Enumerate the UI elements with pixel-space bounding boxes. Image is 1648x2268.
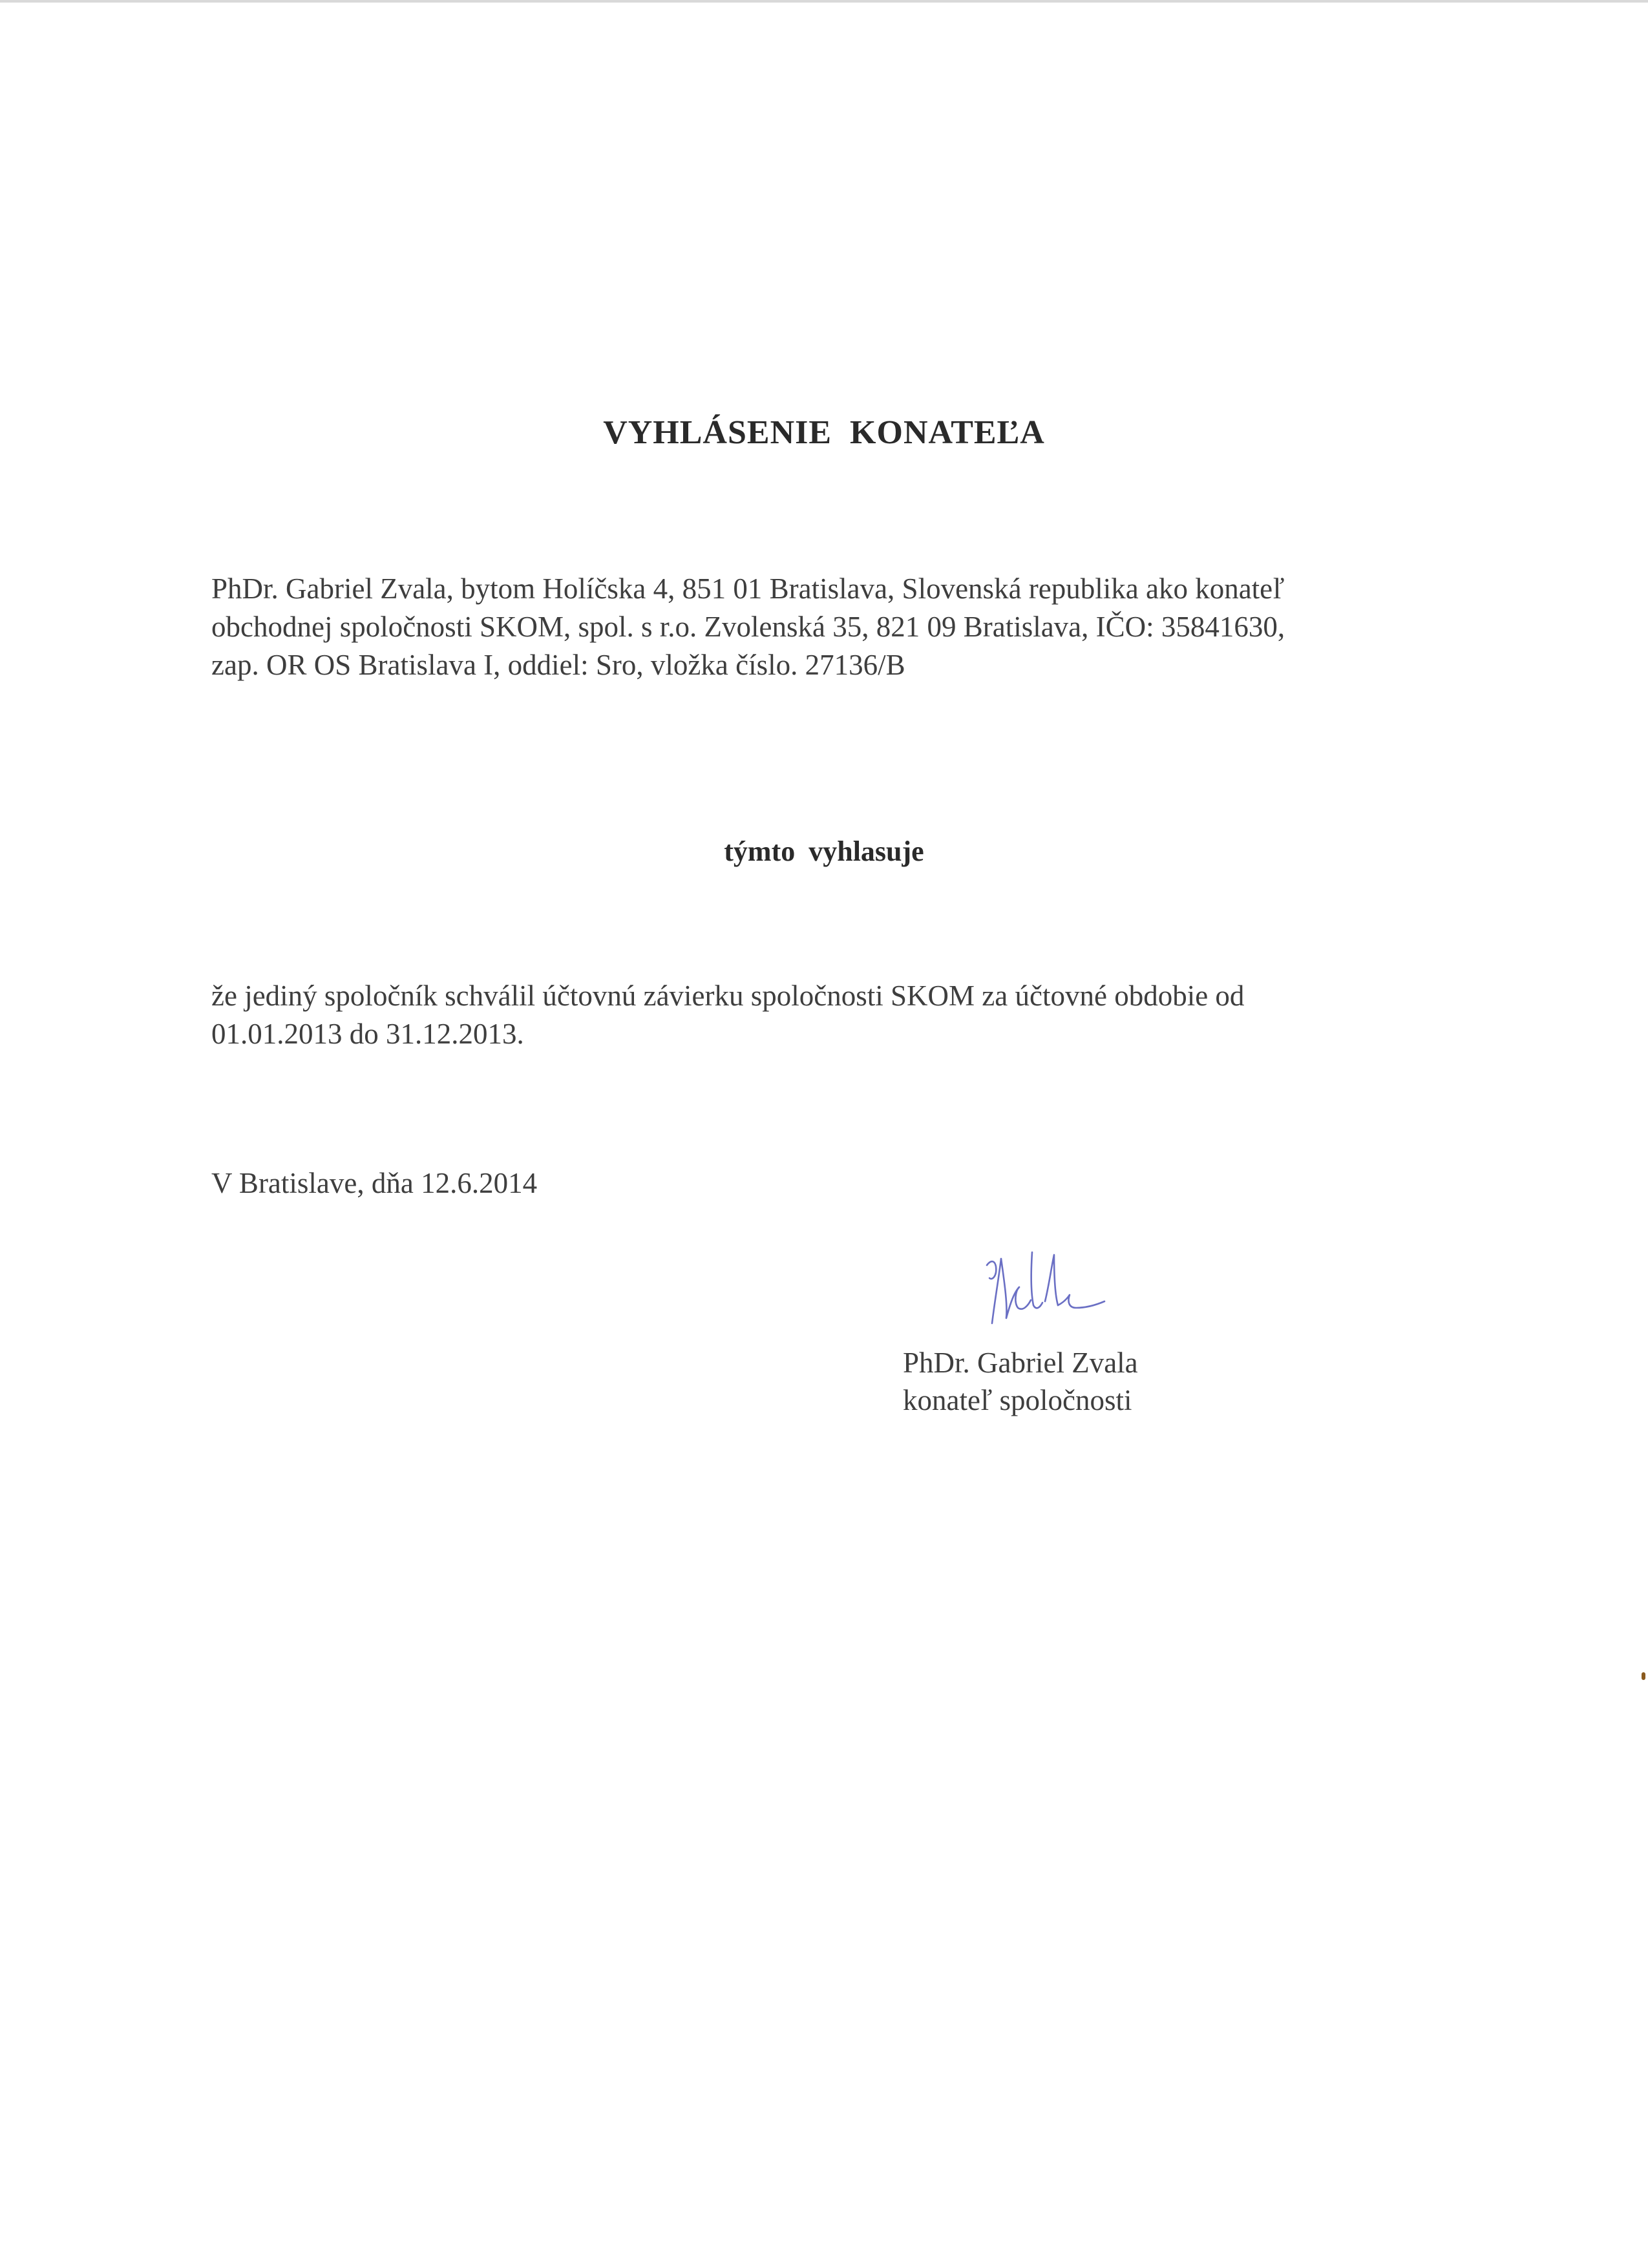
document-title: VYHLÁSENIE KONATEĽA bbox=[603, 414, 1045, 451]
intro-line: PhDr. Gabriel Zvala, bytom Holíčska 4, 851 01 Bratislava, Slovenská republika ako konateľ bbox=[211, 572, 1285, 605]
declaration-line: 01.01.2013 do 31.12.2013. bbox=[211, 1018, 524, 1050]
place-and-date: V Bratislave, dňa 12.6.2014 bbox=[211, 1167, 538, 1199]
intro-paragraph bbox=[211, 570, 1439, 684]
scan-speck bbox=[1642, 1672, 1645, 1680]
declaration-paragraph bbox=[211, 977, 1439, 1053]
intro-line: zap. OR OS Bratislava I, oddiel: Sro, vložka číslo. 27136/B bbox=[211, 649, 905, 681]
signer-role: konateľ spoločnosti bbox=[903, 1384, 1132, 1416]
scan-top-edge bbox=[0, 0, 1648, 3]
declaration-line: že jediný spoločník schválil účtovnú závierku spoločnosti SKOM za účtovné obdobie od bbox=[211, 980, 1245, 1012]
handwritten-signature bbox=[973, 1241, 1121, 1338]
declaration-heading: týmto vyhlasuje bbox=[724, 835, 924, 867]
intro-line: obchodnej spoločnosti SKOM, spol. s r.o. Zvolenská 35, 821 09 Bratislava, IČO: 35841630, bbox=[211, 611, 1285, 643]
signer-name: PhDr. Gabriel Zvala bbox=[903, 1347, 1138, 1379]
signer-block bbox=[903, 1344, 1138, 1419]
